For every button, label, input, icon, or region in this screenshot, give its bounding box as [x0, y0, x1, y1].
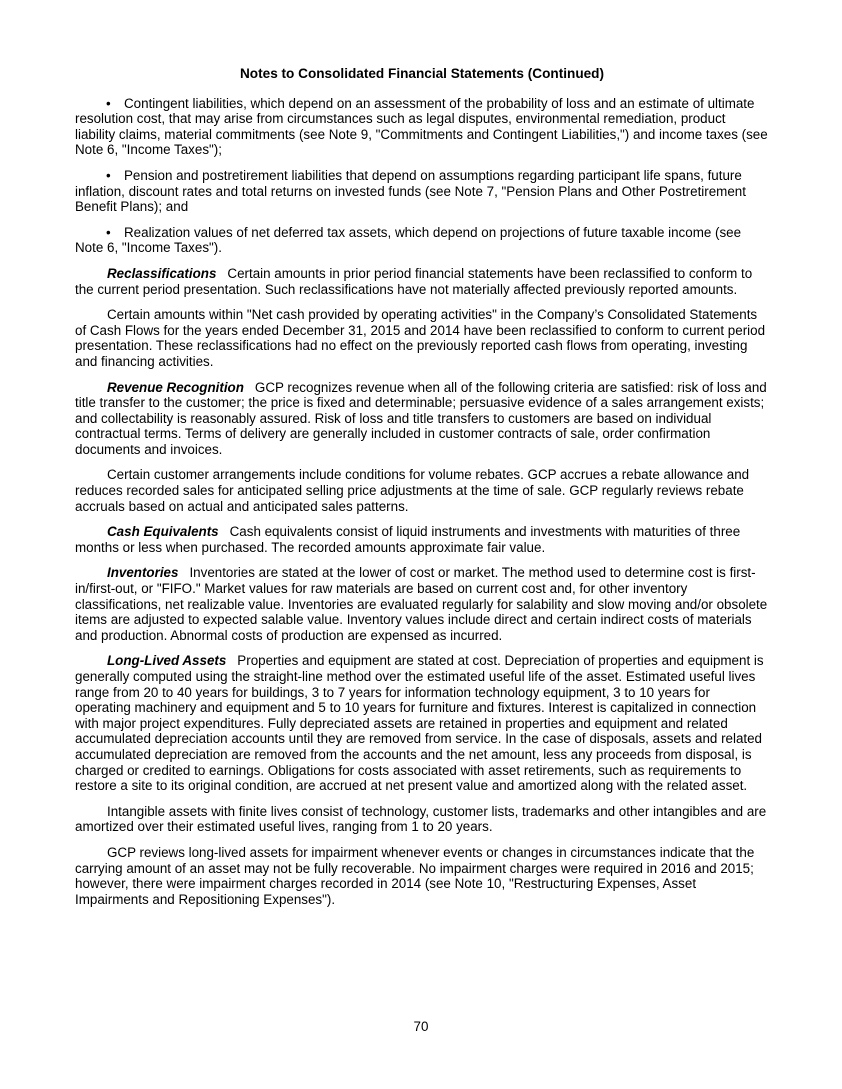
section-heading-inventories: Inventories: [107, 565, 179, 581]
bullet-marker: •: [106, 167, 111, 183]
paragraph-revenue-recognition: [75, 380, 769, 458]
paragraph-cash-equivalents: [75, 524, 769, 555]
section-heading-revenue-recognition: Revenue Recognition: [107, 379, 244, 395]
paragraph-long-lived-assets: [75, 653, 769, 793]
paragraph-text: Cash equivalents consist of liquid instruments and investments with maturities of three months or less when purchased. The recorded amounts approximate fair value.: [75, 524, 741, 555]
document-page: [75, 66, 769, 917]
bullet-pension-liabilities: [75, 168, 769, 215]
paragraph-text: GCP recognizes revenue when all of the following criteria are satisfied: risk of loss and title transfer to the customer; the price is fixed and determinable; persuasive evidence of a sales arrangement exists; and collectability is reasonably assured. Risk of loss and title transfers to customers are based on individual contractual terms. Terms of delivery are generally included in customer contracts of sale, order confirmation documents and invoices.: [75, 379, 767, 457]
section-heading-reclassifications: Reclassifications: [107, 265, 217, 281]
bullet-text: Pension and postretirement liabilities that depend on assumptions regarding participant life spans, future inflation, discount rates and total returns on invested funds (see Note 7, "Pension Plans and Other Postretirement Benefit Plans); and: [75, 167, 746, 215]
bullet-deferred-tax: [75, 225, 769, 256]
bullet-marker: •: [106, 95, 111, 111]
bullet-contingent-liabilities: [75, 96, 769, 158]
bullet-text: Realization values of net deferred tax assets, which depend on projections of future taxable income (see Note 6, "Income Taxes").: [75, 224, 742, 256]
section-heading-long-lived-assets: Long-Lived Assets: [107, 653, 227, 669]
paragraph-impairment: GCP reviews long-lived assets for impairment whenever events or changes in circumstances indicate that the carrying amount of an asset may not be fully recoverable. No impairment charges were required in 2016 and 2015; however, there were impairment charges recorded in 2014 (see Note 10, "Restructuring Expenses, Asset Impairments and Repositioning Expenses").: [75, 844, 755, 907]
paragraph-volume-rebates: Certain customer arrangements include conditions for volume rebates. GCP accrues a rebate allowance and reduces recorded sales for anticipated selling price adjustments at the time of sale. GCP regularly reviews rebate accruals based on actual and anticipated sales patterns.: [75, 467, 750, 514]
page-title: Notes to Consolidated Financial Statements (Continued): [239, 66, 605, 81]
paragraph-text: Properties and equipment are stated at cost. Depreciation of properties and equipment is generally computed using the straight-line method over the estimated useful life of the asset. Estimated useful lives range from 20 to 40 years for buildings, 3 to 7 years for information technology equipment, 3 to 10 years for operating machinery and equipment and 5 to 10 years for furniture and fixtures. Interest is capitalized in connection with major project expenditures. Fully depreciated assets are retained in properties and equipment and related accumulated depreciation accounts until they are removed from service. In the case of disposals, assets and related accumulated depreciation are removed from the accounts and the net amount, less any proceeds from disposal, is charged or credited to earnings. Obligations for costs associated with asset retirements, such as requirements to restore a site to its original condition, are accrued at net present value and amortized along with the related asset.: [75, 653, 764, 794]
page-number: 70: [413, 1019, 429, 1034]
bullet-marker: •: [106, 224, 111, 240]
section-heading-cash-equivalents: Cash Equivalents: [107, 524, 219, 540]
paragraph-reclassifications: [75, 266, 769, 297]
paragraph-text: Inventories are stated at the lower of cost or market. The method used to determine cost is first-in/first-out, or "FIFO." Market values for raw materials are based on current cost and, for other inventory classifications, net realizable value. Inventories are evaluated regularly for salability and slow moving and/or obsolete items are adjusted to expected salable value. Inventory values include direct and certain indirect costs of materials and production. Abnormal costs of production are expensed as incurred.: [75, 565, 768, 643]
paragraph-intangible-assets: Intangible assets with finite lives consist of technology, customer lists, trademarks and other intangibles and are amortized over their estimated useful lives, ranging from 1 to 20 years.: [75, 803, 767, 835]
paragraph-inventories: [75, 565, 769, 643]
paragraph-reclassifications-cash-flows: Certain amounts within "Net cash provided by operating activities" in the Company’s Consolidated Statements of Cash Flows for the years ended December 31, 2015 and 2014 have been reclassified to conform to current period presentation. These reclassifications had no effect on the previously reported cash flows from operating, investing and financing activities.: [75, 307, 766, 369]
paragraph-text: Certain amounts in prior period financial statements have been reclassified to conform to the current period presentation. Such reclassifications have not materially affected previously reported amounts.: [75, 265, 753, 297]
bullet-text: Contingent liabilities, which depend on an assessment of the probability of loss and an estimate of ultimate resolution cost, that may arise from circumstances such as legal disputes, environmental remediation, product liability claims, material commitments (see Note 9, "Commitments and Contingent Liabilities,") and income taxes (see Note 6, "Income Taxes");: [75, 95, 768, 158]
